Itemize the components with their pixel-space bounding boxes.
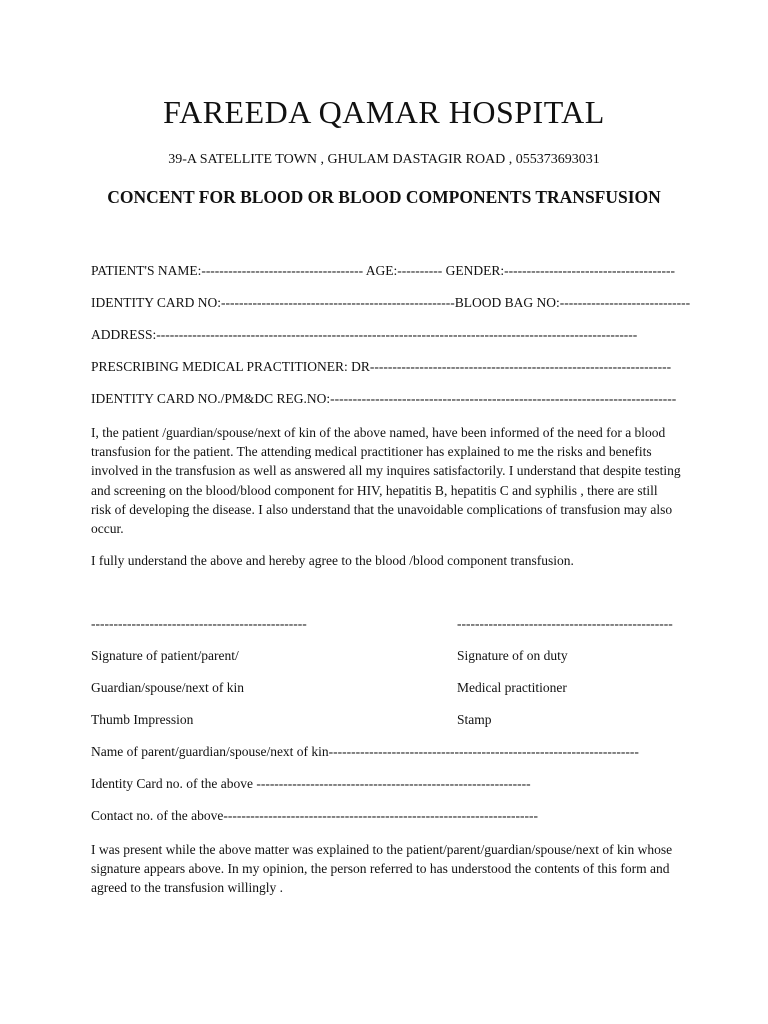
kin-identity-card-field: Identity Card no. of the above -------------------------------------------------------------: [91, 776, 531, 791]
thumb-impression-label: Thumb Impression: [91, 712, 194, 727]
agreement-statement: I fully understand the above and hereby agree to the blood /blood component transfusion.: [91, 553, 574, 568]
prescribing-practitioner-field: PRESCRIBING MEDICAL PRACTITIONER: DR-------------------------------------------------------------------: [91, 359, 672, 374]
kin-name-field: Name of parent/guardian/spouse/next of kin---------------------------------------------------------------------: [91, 744, 639, 759]
patient-signature-label: Signature of patient/parent/: [91, 648, 239, 663]
guardian-label: Guardian/spouse/next of kin: [91, 680, 244, 695]
medical-practitioner-label: Medical practitioner: [457, 680, 567, 695]
address-field: ADDRESS:-----------------------------------------------------------------------------------------------------------: [91, 327, 638, 342]
patient-name-age-gender-field: PATIENT'S NAME:------------------------------------ AGE:---------- GENDER:--------------------------------------: [91, 263, 675, 278]
practitioner-signature-label: Signature of on duty: [457, 648, 568, 663]
hospital-name: FAREEDA QAMAR HOSPITAL: [163, 94, 605, 130]
pmdc-reg-field: IDENTITY CARD NO./PM&DC REG.NO:-----------------------------------------------------------------------------: [91, 391, 677, 406]
hospital-address: 39-A SATELLITE TOWN , GHULAM DASTAGIR ROAD , 055373693031: [168, 152, 600, 167]
consent-paragraph: I, the patient /guardian/spouse/next of kin of the above named, have been informed of the need for a blood transfusion for the patient. The attending medical practitioner has explained to me the risks and benefits involved in the transfusion as well as answered all my inquires satisfactorily. I understand that despite testing and screening on the blood/blood component for HIV, hepatitis B, hepatitis C and syphilis , there are still risk of developing the disease. I also understand that the unavoidable complications of transfusion may also occur.: [91, 425, 681, 537]
form-title: CONCENT FOR BLOOD OR BLOOD COMPONENTS TRANSFUSION: [107, 187, 661, 207]
patient-signature-line: ------------------------------------------------: [91, 616, 307, 631]
witness-statement: I was present while the above matter was explained to the patient/parent/guardian/spouse/next of kin whose signature appears above. In my opinion, the person referred to has understood the contents of this form and agreed to the transfusion willingly .: [91, 842, 673, 896]
identity-card-blood-bag-field: IDENTITY CARD NO:----------------------------------------------------BLOOD BAG NO:-----------------------------: [91, 295, 691, 310]
practitioner-signature-line: ------------------------------------------------: [457, 616, 673, 631]
kin-contact-field: Contact no. of the above----------------------------------------------------------------------: [91, 808, 539, 823]
stamp-label: Stamp: [457, 712, 492, 727]
